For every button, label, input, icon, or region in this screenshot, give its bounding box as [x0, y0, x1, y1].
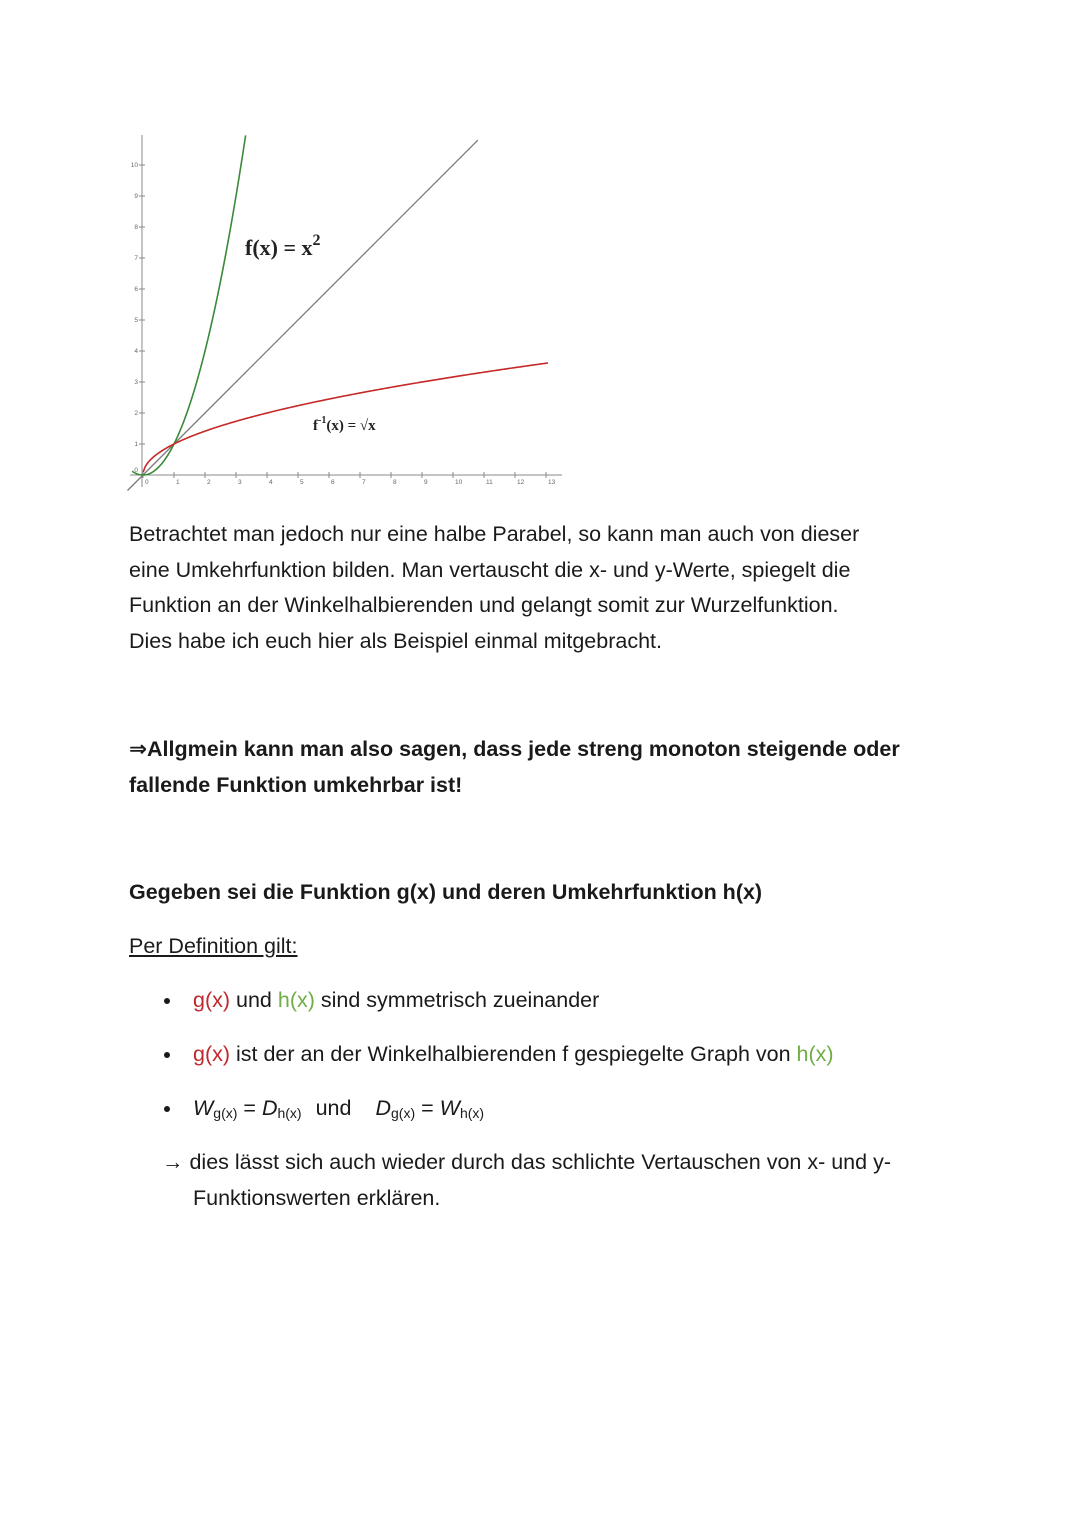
conclusion-line: fallende Funktion umkehrbar ist!	[129, 772, 463, 797]
y-tick-label: 3	[134, 379, 138, 386]
paragraph-line: eine Umkehrfunktion bilden. Man vertauscht die x- und y-Werte, spiegelt die	[129, 557, 851, 582]
x-tick-label: 9	[424, 479, 428, 486]
bullet-dot	[164, 998, 170, 1004]
x-tick-label: 10	[455, 479, 463, 486]
section-heading: Gegeben sei die Funktion g(x) und deren Umkehrfunktion h(x)	[129, 880, 763, 904]
conclusion	[129, 732, 900, 803]
paragraph-line: Funktion an der Winkelhalbierenden und gelangt somit zur Wurzelfunktion.	[129, 593, 839, 617]
x-axis-ticks	[143, 472, 556, 486]
y-tick-label: 5	[134, 317, 138, 324]
y-tick-label: 6	[134, 286, 138, 293]
paragraph-line: Betrachtet man jedoch nur eine halbe Parabel, so kann man auch von dieser	[129, 522, 860, 546]
paragraph-line: Dies habe ich euch hier als Beispiel einmal mitgebracht.	[129, 628, 662, 653]
y-tick-label: 7	[134, 255, 138, 262]
label-inverse: $f^{-1}(x) = √x$	[313, 415, 376, 434]
x-tick-label: 1	[176, 479, 180, 486]
x-tick-label: 12	[517, 479, 525, 486]
note-line: → dies lässt sich auch wieder durch das schlichte Vertauschen von x- und y-	[162, 1150, 891, 1174]
x-tick-label: 6	[331, 479, 335, 486]
x-tick-label: 7	[362, 479, 366, 486]
label-f: $f(x) = x^2$	[245, 232, 321, 260]
y-axis-ticks	[131, 162, 145, 474]
bullet-reflection: g(x) ist der an der Winkelhalbierenden f gespiegelte Graph von h(x)	[193, 1042, 834, 1066]
conclusion-line: Allgmein kann man also sagen, dass jede streng monoton steigende oder	[147, 737, 900, 761]
implies-arrow: ⇒	[129, 737, 148, 761]
x-tick-label: 11	[486, 479, 493, 486]
bisector-line	[128, 140, 478, 490]
x-tick-label: 5	[300, 479, 304, 486]
y-tick-label: 8	[134, 224, 138, 231]
x-tick-label: 4	[269, 479, 273, 486]
bullet-dot	[164, 1052, 170, 1058]
y-tick-label: 9	[134, 193, 138, 200]
x-tick-label: 13	[548, 479, 556, 486]
definition-label: Per Definition gilt:	[129, 934, 298, 958]
note-line: Funktionswerten erklären.	[193, 1185, 441, 1210]
bullet-dot	[164, 1106, 170, 1112]
explanation-note	[162, 1145, 891, 1216]
x-tick-label: 0	[145, 479, 149, 486]
origin-label: 0	[134, 467, 138, 474]
bullet-symmetry: g(x) und h(x) sind symmetrisch zueinander	[193, 988, 600, 1012]
x-tick-label: 8	[393, 479, 397, 486]
x-tick-label: 3	[238, 479, 242, 486]
x-tick-label: 2	[207, 479, 211, 486]
function-graph	[110, 125, 580, 500]
y-tick-label: 10	[130, 162, 138, 169]
y-tick-label: 1	[134, 441, 138, 448]
paragraph-intro	[129, 517, 859, 659]
bullet-domain-range: Wg(x) = Dh(x) und Dg(x) = Wh(x)	[193, 1096, 485, 1121]
y-tick-label: 2	[134, 410, 138, 417]
y-tick-label: 4	[134, 348, 138, 355]
